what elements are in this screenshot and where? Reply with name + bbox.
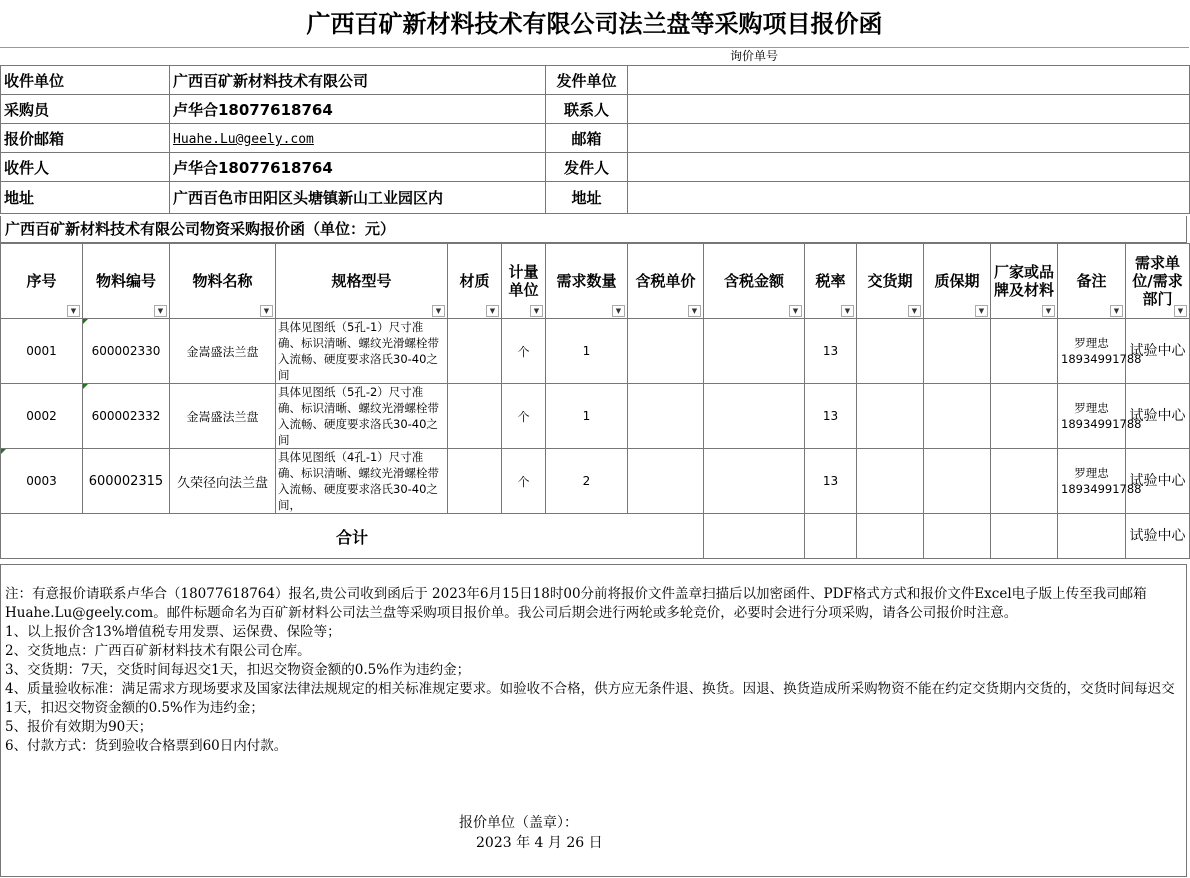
row-material[interactable] [448, 319, 502, 384]
table-row [1, 384, 1190, 449]
cell-marker-icon [83, 319, 88, 324]
row-unit-price[interactable] [628, 384, 704, 449]
row-unit[interactable]: 个 [502, 384, 546, 449]
total-cell[interactable] [991, 514, 1058, 559]
row-code[interactable]: 600002330 [83, 319, 170, 384]
recv-unit-value[interactable]: 广西百矿新材料技术有限公司 [170, 66, 546, 95]
contact-label: 联系人 [546, 95, 628, 124]
filter-dropdown-icon[interactable]: ▼ [612, 305, 625, 317]
row-unit-price[interactable] [628, 319, 704, 384]
col-header[interactable]: 需求数量 ▼ [546, 244, 628, 319]
total-row [1, 514, 1190, 559]
address2-label: 地址 [546, 182, 628, 214]
notes-intro: 注：有意报价请联系卢华合（18077618764）报名,贵公司收到函后于 2023年6月15日18时00分前将报价文件盖章扫描后以加密函件、PDF格式方式和报价文件Excel电子版上传至我司邮箱Huahe.Lu@geely.com。邮件标题命名为百矿新材料公司法兰盘等采购项目报价单。我公司后期会进行两轮或多轮竞价，必要时会进行分项采购，请各公司报价时注意。 [5, 586, 1147, 621]
col-header[interactable]: 质保期 ▼ [924, 244, 991, 319]
row-material[interactable] [448, 449, 502, 514]
row-remark[interactable]: 罗理忠18934991788 [1058, 449, 1126, 514]
col-header[interactable]: 物料编号 ▼ [83, 244, 170, 319]
header-table [0, 65, 1190, 214]
notes-item: 5、报价有效期为90天； [5, 719, 153, 735]
filter-dropdown-icon[interactable]: ▼ [530, 305, 543, 317]
row-no[interactable]: 0003 [1, 449, 83, 514]
sign-date: 2023 年 4 月 26 日 [476, 835, 603, 851]
row-qty[interactable]: 1 [546, 384, 628, 449]
total-cell[interactable] [924, 514, 991, 559]
col-header[interactable]: 含税单价 ▼ [628, 244, 704, 319]
address-label: 地址 [1, 182, 170, 214]
row-brand[interactable] [991, 319, 1058, 384]
filter-dropdown-icon[interactable]: ▼ [841, 305, 854, 317]
row-name[interactable]: 金嵩盛法兰盘 [170, 319, 276, 384]
row-dept[interactable]: 试验中心 [1126, 319, 1190, 384]
cell-marker-icon [1, 449, 6, 454]
quote-email-label: 报价邮箱 [1, 124, 170, 153]
total-cell[interactable] [1058, 514, 1126, 559]
col-header[interactable]: 备注 ▼ [1058, 244, 1126, 319]
row-amount[interactable] [704, 319, 805, 384]
contact-value[interactable] [628, 95, 1190, 124]
col-header[interactable]: 材质 ▼ [448, 244, 502, 319]
notes-item: 2、交货地点：广西百矿新材料技术有限公司仓库。 [5, 643, 311, 659]
row-delivery[interactable] [857, 319, 924, 384]
send-unit-value[interactable] [628, 66, 1190, 95]
address2-value[interactable] [628, 182, 1190, 214]
recv-unit-label: 收件单位 [1, 66, 170, 95]
row-warranty[interactable] [924, 319, 991, 384]
filter-dropdown-icon[interactable]: ▼ [432, 305, 445, 317]
filter-dropdown-icon[interactable]: ▼ [67, 305, 80, 317]
section-title: 广西百矿新材料技术有限公司物资采购报价函（单位：元） [0, 216, 1187, 243]
filter-dropdown-icon[interactable]: ▼ [260, 305, 273, 317]
buyer-label: 采购员 [1, 95, 170, 124]
row-brand[interactable] [991, 384, 1058, 449]
notes-item: 1、以上报价含13%增值税专用发票、运保费、保险等； [5, 624, 341, 640]
row-name[interactable]: 金嵩盛法兰盘 [170, 384, 276, 449]
buyer-value[interactable]: 卢华合18077618764 [170, 95, 546, 124]
cell-marker-icon [83, 384, 88, 389]
row-qty[interactable]: 2 [546, 449, 628, 514]
row-unit[interactable]: 个 [502, 319, 546, 384]
row-tax[interactable]: 13 [805, 384, 857, 449]
col-header[interactable]: 物料名称 ▼ [170, 244, 276, 319]
row-qty[interactable]: 1 [546, 319, 628, 384]
filter-dropdown-icon[interactable]: ▼ [154, 305, 167, 317]
col-header[interactable]: 含税金额 ▼ [704, 244, 805, 319]
total-cell[interactable] [805, 514, 857, 559]
row-spec[interactable]: 具体见图纸（5孔-2）尺寸准确、标识清晰、螺纹光滑螺栓带入流畅、硬度要求洛氏30-40之间 [276, 384, 448, 449]
col-header[interactable]: 交货期 ▼ [857, 244, 924, 319]
table-row [1, 449, 1190, 514]
filter-dropdown-icon[interactable]: ▼ [975, 305, 988, 317]
row-spec[interactable]: 具体见图纸（4孔-1）尺寸准确、标识清晰、螺纹光滑螺栓带入流畅、硬度要求洛氏30-40之间， [276, 449, 448, 514]
row-amount[interactable] [704, 384, 805, 449]
col-header[interactable]: 序号 ▼ [1, 244, 83, 319]
col-header[interactable]: 需求单位/需求部门 ▼ [1126, 244, 1190, 319]
filter-dropdown-icon[interactable]: ▼ [908, 305, 921, 317]
row-name[interactable]: 久荣径向法兰盘 [170, 449, 276, 514]
recipient-label: 收件人 [1, 153, 170, 182]
filter-dropdown-icon[interactable]: ▼ [688, 305, 701, 317]
sign-label: 报价单位（盖章）： [459, 815, 578, 831]
row-dept[interactable]: 试验中心 [1126, 384, 1190, 449]
row-material[interactable] [448, 384, 502, 449]
row-no[interactable]: 0001 [1, 319, 83, 384]
row-brand[interactable] [991, 449, 1058, 514]
email-label: 邮箱 [546, 124, 628, 153]
total-cell[interactable] [857, 514, 924, 559]
row-tax[interactable]: 13 [805, 449, 857, 514]
notes-item: 6、付款方式：货到验收合格票到60日内付款。 [5, 738, 288, 754]
email-value[interactable] [628, 124, 1190, 153]
filter-dropdown-icon[interactable]: ▼ [1174, 305, 1187, 317]
total-label: 合计 [1, 514, 704, 559]
quote-email-link[interactable]: Huahe.Lu@geely.com [173, 132, 314, 147]
row-delivery[interactable] [857, 449, 924, 514]
row-code[interactable]: 600002332 [83, 384, 170, 449]
row-code[interactable]: 600002315 [83, 449, 170, 514]
total-dept[interactable]: 试验中心 [1126, 514, 1190, 559]
row-warranty[interactable] [924, 449, 991, 514]
filter-dropdown-icon[interactable]: ▼ [1110, 305, 1123, 317]
address-value[interactable]: 广西百色市田阳区头塘镇新山工业园区内 [170, 182, 546, 214]
filter-dropdown-icon[interactable]: ▼ [1042, 305, 1055, 317]
recipient-value[interactable]: 卢华合18077618764 [170, 153, 546, 182]
notes-section [0, 564, 1187, 877]
filter-dropdown-icon[interactable]: ▼ [789, 305, 802, 317]
total-amount[interactable] [704, 514, 805, 559]
notes-item: 4、质量验收标准：满足需求方现场要求及国家法律法规规定的相关标准规定要求。如验收不合格，供方应无条件退、换货。因退、换货造成所采购物资不能在约定交货期内交货的，交货时间每迟交1天，扣迟交物资金额的0.5%作为违约金； [5, 681, 1175, 716]
row-unit[interactable]: 个 [502, 449, 546, 514]
sender-label: 发件人 [546, 153, 628, 182]
column-header-row [1, 244, 1190, 319]
row-no[interactable]: 0002 [1, 384, 83, 449]
row-tax[interactable]: 13 [805, 319, 857, 384]
col-header[interactable]: 计量单位 ▼ [502, 244, 546, 319]
send-unit-label: 发件单位 [546, 66, 628, 95]
row-warranty[interactable] [924, 384, 991, 449]
col-header[interactable]: 规格型号 ▼ [276, 244, 448, 319]
sender-value[interactable] [628, 153, 1190, 182]
inquiry-no-label: 询价单号 [729, 49, 778, 63]
document-title: 广西百矿新材料技术有限公司法兰盘等采购项目报价函 [0, 0, 1189, 48]
row-delivery[interactable] [857, 384, 924, 449]
items-table [0, 243, 1190, 559]
col-header[interactable]: 税率 ▼ [805, 244, 857, 319]
row-remark[interactable]: 罗理忠18934991788 [1058, 384, 1126, 449]
row-remark[interactable]: 罗理忠18934991788 [1058, 319, 1126, 384]
col-header[interactable]: 厂家或品牌及材料 ▼ [991, 244, 1058, 319]
row-spec[interactable]: 具体见图纸（5孔-1）尺寸准确、标识清晰、螺纹光滑螺栓带入流畅、硬度要求洛氏30-40之间 [276, 319, 448, 384]
row-unit-price[interactable] [628, 449, 704, 514]
row-amount[interactable] [704, 449, 805, 514]
notes-item: 3、交货期：7天，交货时间每迟交1天，扣迟交物资金额的0.5%作为违约金； [5, 662, 471, 678]
filter-dropdown-icon[interactable]: ▼ [486, 305, 499, 317]
row-dept[interactable]: 试验中心 [1126, 449, 1190, 514]
table-row [1, 319, 1190, 384]
